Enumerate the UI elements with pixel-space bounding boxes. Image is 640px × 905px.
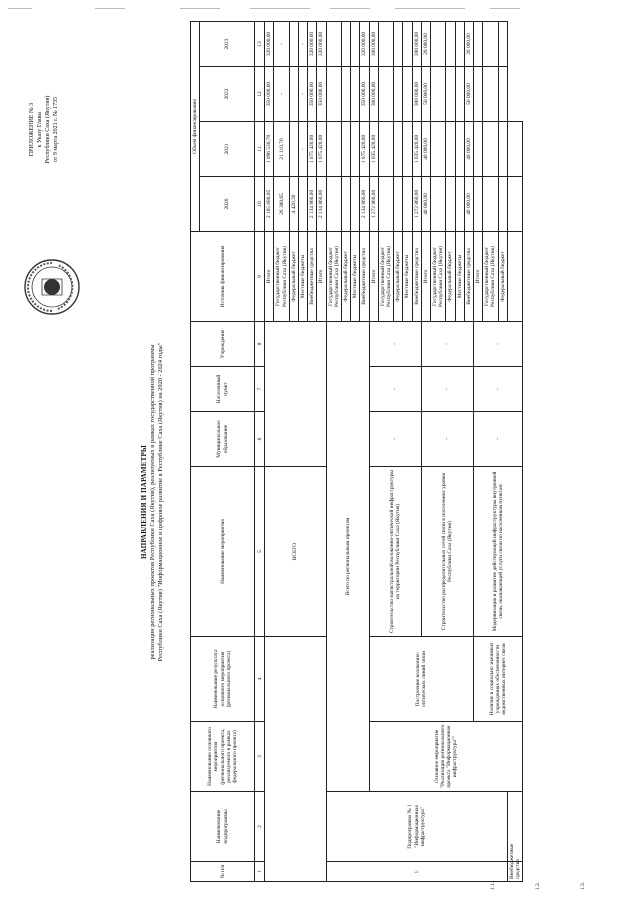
dash: - <box>369 412 421 467</box>
col-num: 9 <box>255 232 265 322</box>
value-cell: 350 000,00 <box>317 67 326 122</box>
source-fb: Федеральный бюджет <box>342 232 351 322</box>
main-event-name: Основное мероприятие "Реализация регионального проекта "Информационная инфраструктура"" <box>369 722 523 792</box>
value-cell: - <box>299 21 308 66</box>
source-vb: Внебюджетные средства <box>360 232 369 322</box>
rotated-landscape-sheet <box>20 12 620 892</box>
source-itogo: Итого <box>369 232 378 322</box>
dash: - <box>421 412 473 467</box>
header-subprogram: Наименование подпрограммы <box>191 792 255 862</box>
source-itogo: Итого <box>474 232 483 322</box>
col-num: 2 <box>255 792 265 862</box>
value-cell: - <box>274 67 289 122</box>
dash: - <box>474 322 523 367</box>
value-cell: 1 035 420,00 <box>369 122 378 177</box>
value-cell: 350 000,00 <box>308 67 317 122</box>
value-cell <box>289 67 298 122</box>
heading-line1: реализации региональных проектов Республики Саха (Якутия), реализуемых в рамках государственной программы <box>148 344 156 660</box>
table-header-row <box>191 21 200 881</box>
source-mb: Местные бюджеты <box>403 232 412 322</box>
value-cell: 320 000,00 <box>317 21 326 66</box>
source-gb: Государственный бюджет Республики Саха (Якутия) <box>483 232 498 322</box>
source-itogo: Итого <box>317 232 326 322</box>
value-cell: 320 000,00 <box>265 21 274 66</box>
header-year: 2023 <box>200 21 255 66</box>
value-cell: 50 000,00 <box>421 67 430 122</box>
official-seal-stamp <box>22 257 82 317</box>
row-num-1-2: 1.2. <box>535 881 541 890</box>
value-cell: 26 380,65 <box>274 177 289 232</box>
value-cell: 20 000,00 <box>464 21 473 66</box>
event-name: Строительство распределительных сетей связи в поселениях уровня Республики Саха (Якутия) <box>421 467 473 637</box>
value-cell: 300 000,00 <box>369 21 378 66</box>
value-cell: 21 110,70 <box>274 122 289 177</box>
value-cell: 4 420,30 <box>289 177 298 232</box>
row-num-1-1: 1.1. <box>490 881 496 890</box>
source-itogo: Итого <box>421 232 430 322</box>
row-num-1-3: 1.3. <box>580 881 586 890</box>
source-gb: Государственный бюджет Республики Саха (Якутия) <box>274 232 289 322</box>
value-cell: 1 075 420,00 <box>360 122 369 177</box>
value-cell <box>299 177 308 232</box>
dash: - <box>474 412 523 467</box>
source-mb: Местные бюджеты <box>351 232 360 322</box>
header-institution: Учреждение <box>191 322 255 367</box>
dash: - <box>369 322 421 367</box>
col-num: 12 <box>255 67 265 122</box>
value-cell: 20 000,00 <box>421 21 430 66</box>
table-row <box>265 21 274 881</box>
source-mb: Местные бюджеты <box>299 232 308 322</box>
column-number-row <box>255 21 265 881</box>
value-cell: 1 272 860,00 <box>412 177 421 232</box>
vsego-regional-label: Всего по региональным проектам <box>326 322 369 792</box>
value-cell: 1 096 530,70 <box>265 122 274 177</box>
value-cell: 40 000,00 <box>421 122 430 177</box>
col-num: 6 <box>255 412 265 467</box>
value-cell: 350 000,00 <box>265 67 274 122</box>
document-heading <box>140 192 166 812</box>
col-num: 11 <box>255 122 265 177</box>
value-cell: - <box>299 122 308 177</box>
dash: - <box>421 322 473 367</box>
source-vb: Внебюджетные средства <box>308 232 317 322</box>
value-cell: 320 000,00 <box>360 21 369 66</box>
source-fb: Федеральный бюджет <box>394 232 403 322</box>
source-fb: Федеральный бюджет <box>289 232 298 322</box>
value-cell: 2 134 860,00 <box>360 177 369 232</box>
value-cell: 320 000,00 <box>308 21 317 66</box>
value-cell: 2 134 860,00 <box>308 177 317 232</box>
result-name: Построение волоконно-оптических линий связи <box>369 637 473 722</box>
value-cell: 300 000,00 <box>412 67 421 122</box>
result-name: Наличие в социально значимых учреждениях обеспеченности ведомственных интернет связи <box>474 637 523 722</box>
source-vb: Внебюджетные средства <box>507 862 522 882</box>
value-cell <box>289 21 298 66</box>
header-year: 2022 <box>200 67 255 122</box>
col-num: 5 <box>255 467 265 637</box>
dash: - <box>421 367 473 412</box>
col-num: 7 <box>255 367 265 412</box>
table-row <box>369 21 378 881</box>
row-number-labels <box>490 870 590 890</box>
header-event: Наименование мероприятия <box>191 467 255 637</box>
value-cell: 2 165 680,05 <box>265 177 274 232</box>
appendix-line: Республики Саха (Якутия) <box>45 95 51 164</box>
appendix-block <box>28 22 60 237</box>
header-volume: Объем финансирования <box>191 21 200 231</box>
value-cell: 40 000,00 <box>464 177 473 232</box>
header-result: Наименование результата основного мероприятия (регионального проекта) <box>191 637 255 722</box>
header-main-event: Наименование основного мероприятия (регионального проекта, реализуемого в рамках федерального проекта) <box>191 722 255 792</box>
event-name: Строительство магистральной волоконно-оптической инфраструктуры на территории Республики Саха (Якутия) <box>369 467 421 637</box>
heading-line2: Республики Саха (Якутия) "Информационное и цифровое развитие в Республике Саха (Якутия) на 2020 - 2024 годы" <box>157 342 164 662</box>
event-name: Модернизация и развитие действующей инфраструктуры внутренней связи, оказывающей услуги связи по населенным пунктам <box>474 467 523 637</box>
source-itogo: Итого <box>265 232 274 322</box>
header-source: Источник финансирования <box>191 232 255 322</box>
source-fb: Федеральный бюджет <box>446 232 455 322</box>
value-cell: 1 075 420,00 <box>317 122 326 177</box>
dash: - <box>474 367 523 412</box>
source-mb: Местные бюджеты <box>455 232 464 322</box>
table-row <box>326 21 341 881</box>
value-cell <box>289 122 298 177</box>
col-num: 10 <box>255 177 265 232</box>
appendix-line: к Указу Главы <box>37 111 43 148</box>
dash: - <box>369 367 421 412</box>
vsego-blank <box>265 637 326 882</box>
col-num: 4 <box>255 637 265 722</box>
appendix-line: от 9 марта 2021 г. № 1735 <box>53 96 59 163</box>
header-num: № п/п <box>191 862 255 882</box>
source-vb: Внебюджетные средства <box>412 232 421 322</box>
appendix-line: ПРИЛОЖЕНИЕ № 3 <box>29 102 35 157</box>
col-num: 8 <box>255 322 265 367</box>
col-num: 13 <box>255 21 265 66</box>
header-municipality: Муниципальное образование <box>191 412 255 467</box>
funding-table <box>190 21 523 882</box>
value-cell: - <box>274 21 289 66</box>
heading-title: НАПРАВЛЕНИЯ И ПАРАМЕТРЫ <box>140 445 148 560</box>
source-vb: Внебюджетные средства <box>464 232 473 322</box>
value-cell: 350 000,00 <box>360 67 369 122</box>
vsego-label: ВСЕГО <box>265 467 326 637</box>
value-cell: 1 075 420,00 <box>308 122 317 177</box>
source-gb: Государственный бюджет Республики Саха (Якутия) <box>326 232 341 322</box>
source-fb: Федеральный бюджет <box>498 232 507 322</box>
source-gb: Государственный бюджет Республики Саха (Якутия) <box>378 232 393 322</box>
value-cell: 2 134 860,00 <box>317 177 326 232</box>
value-cell: 1 035 420,00 <box>412 122 421 177</box>
value-cell: 40 000,00 <box>421 177 430 232</box>
vsego-blank2 <box>265 322 326 467</box>
value-cell: 300 000,00 <box>369 67 378 122</box>
value-cell: 40 000,00 <box>464 122 473 177</box>
header-settlement: Населенный пункт <box>191 367 255 412</box>
value-cell: - <box>299 67 308 122</box>
header-year: 2021 <box>200 122 255 177</box>
value-cell: 50 000,00 <box>464 67 473 122</box>
subprogram-name: Подпрограмма № 1 "Информационная инфраструктура" <box>326 792 507 862</box>
header-year: 2020 <box>200 177 255 232</box>
col-num: 3 <box>255 722 265 792</box>
value-cell: 300 000,00 <box>412 21 421 66</box>
source-gb: Государственный бюджет Республики Саха (Якутия) <box>431 232 446 322</box>
value-cell: 1 272 860,00 <box>369 177 378 232</box>
col-num: 1 <box>255 862 265 882</box>
row-num: 1. <box>326 862 507 882</box>
